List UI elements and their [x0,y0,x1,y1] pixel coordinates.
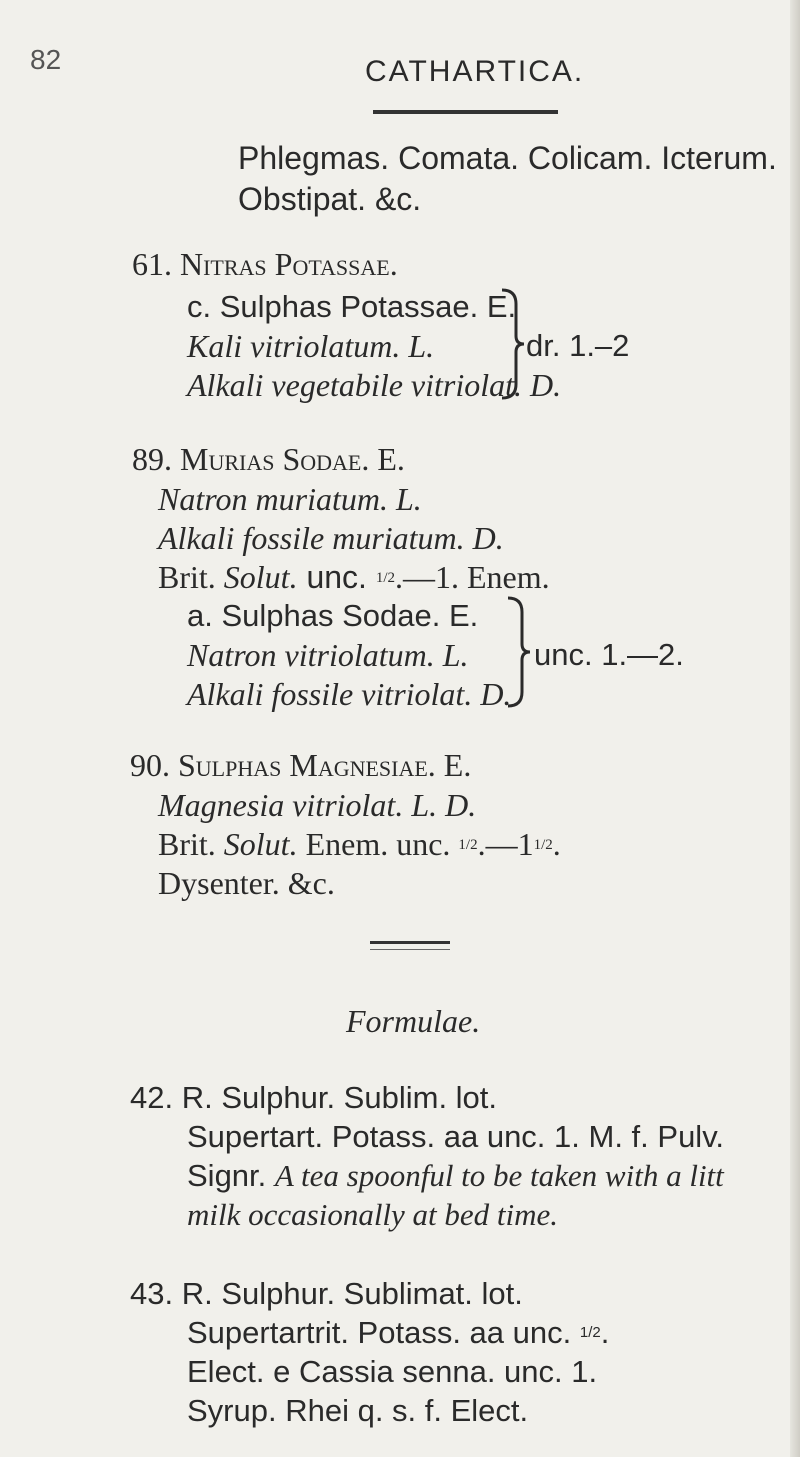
entry-90-period: . [552,826,561,862]
formula-43-line-4: Syrup. Rhei q. s. f. Elect. [187,1393,529,1428]
running-title: CATHARTICA. [365,55,585,88]
entry-61-line-3: Alkali vegetabile vitriolat. D. [187,367,562,403]
entry-90-enem: Enem. unc. [297,826,459,862]
formula-43-line-2 [187,1315,609,1351]
entry-61-dose: dr. 1.–2 [526,328,630,363]
formula-43-period: . [600,1315,610,1350]
header-rule [373,110,558,114]
formula-43-line-3: Elect. e Cassia senna. unc. 1. [187,1354,598,1389]
entry-89-line-4: a. Sulphas Sodae. E. [187,598,479,633]
entry-61-brace [498,286,526,402]
entry-90-line-3: Dysenter. &c. [158,865,335,901]
entry-89-brit-line [158,559,550,596]
intro-line-1: Phlegmas. Comata. Colicam. Icterum. [238,140,777,176]
entry-90-brit-line [158,826,561,863]
page-edge-shadow [790,0,800,1457]
formula-42-instruction: A tea spoonful to be taken with a litt [274,1158,724,1193]
entry-90-solut: Solut. [223,826,298,862]
entry-89-line-1: Natron muriatum. L. [158,481,422,517]
entry-61-heading: 61. Nitras Potassae. [132,246,398,282]
entry-89-line-2: Alkali fossile muriatum. D. [158,520,504,556]
formula-42-line-4: milk occasionally at bed time. [187,1197,559,1232]
formula-42-line-3 [187,1158,724,1194]
entry-89-solut: Solut. [223,559,298,595]
section-divider [370,941,450,944]
entry-90-heading: 90. Sulphas Magnesiae. E. [130,747,472,783]
entry-89-brit-label: Brit. [158,559,224,595]
formula-42-line-1: 42. R. Sulphur. Sublim. lot. [130,1080,498,1115]
formula-42-line-2: Supertart. Potass. aa unc. 1. M. f. Pulv. [187,1119,725,1154]
entry-90-line-1: Magnesia vitriolat. L. D. [158,787,477,823]
formula-43-supertartrit: Supertartrit. Potass. aa unc. [187,1315,580,1350]
formula-42-signr: Signr. [187,1158,275,1193]
formula-43-fraction: 1/2 [579,1324,601,1341]
entry-61-line-1: c. Sulphas Potassae. E. [187,289,517,324]
formula-43-line-1: 43. R. Sulphur. Sublimat. lot. [130,1276,523,1311]
entry-89-dose: unc. 1.—2. [534,637,684,672]
entry-90-brit-label: Brit. [158,826,224,862]
entry-89-brit-rest: .—1. Enem. [395,559,550,595]
entry-89-brace [504,594,532,710]
entry-89-unc: unc. [297,559,376,595]
entry-89-line-5: Natron vitriolatum. L. [187,637,469,673]
entry-89-heading: 89. Murias Sodae. E. [132,441,405,477]
formulae-title: Formulae. [346,1003,481,1039]
section-divider-underline [370,949,450,950]
intro-line-2: Obstipat. &c. [238,181,422,217]
entry-61-line-2: Kali vitriolatum. L. [187,328,435,364]
entry-89-line-6: Alkali fossile vitriolat. D. [187,676,512,712]
entry-90-dash: .—1 [477,826,534,862]
entry-90-fraction-2: 1/2 [533,837,553,853]
entry-90-fraction-1: 1/2 [458,837,478,853]
page-number: 82 [30,44,62,75]
entry-89-fraction: 1/2 [375,570,395,586]
